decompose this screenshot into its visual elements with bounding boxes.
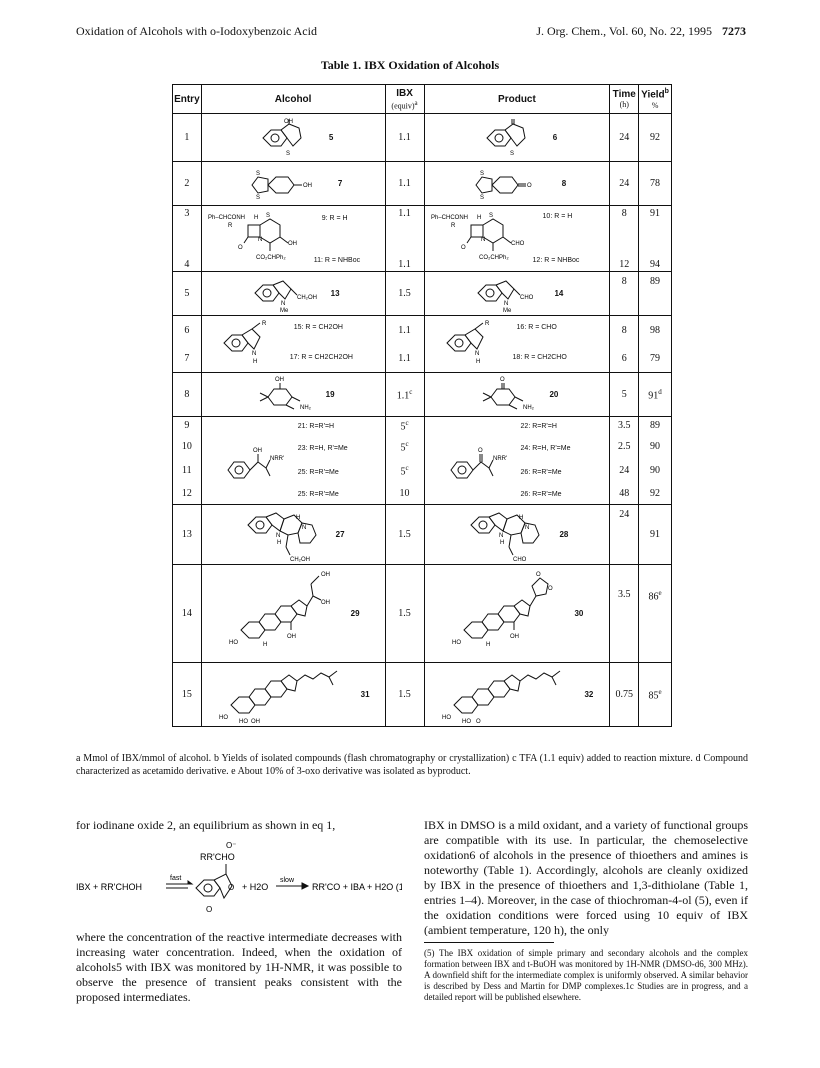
structure [425, 118, 610, 158]
svg-text:Me: Me [503, 307, 512, 313]
entry-cell: 5 [173, 272, 202, 316]
col-ibx [385, 85, 424, 114]
equation-group: RR'CHO [200, 852, 235, 862]
structure [425, 316, 610, 372]
alcohol-cell [201, 565, 385, 663]
ibx-value: 5 [400, 442, 406, 454]
structure [425, 568, 610, 660]
alcohol-cell [201, 505, 385, 565]
svg-text:Ph–CHCONH: Ph–CHCONH [207, 214, 245, 221]
time-cell: 8 [610, 206, 639, 258]
svg-text:N: N [251, 351, 257, 357]
svg-text:NH₂: NH₂ [523, 404, 535, 411]
alcohol-cell [201, 114, 385, 162]
svg-text:Ph–CHCONH: Ph–CHCONH [430, 214, 468, 221]
svg-text:HO: HO [238, 718, 248, 725]
entry-cell: 11 [173, 459, 202, 483]
footnote-5: (5) The IBX oxidation of simple primary and secondary alcohols and the complex formation between IBX and t-BuOH was monitored by 1H-NMR (DMSO-d6, 300 MHz). A downfield shift for the intermediate complex is uniformly observed. A similar behavior is described by Dess and Martin for DMP complexes.1c Studies are in progress, and a detailed report will be published elsewhere. [424, 948, 748, 1002]
compound-label: 12: R = NHBoc [532, 256, 580, 264]
ibx-cell: 1.1 [385, 114, 424, 162]
ibx-value: 5 [400, 421, 406, 433]
compound-label: 26: R=R'=Me [520, 468, 562, 476]
svg-text:CO₂CHPh₂: CO₂CHPh₂ [255, 254, 286, 261]
structure [202, 665, 385, 725]
yield-cell: 79 [639, 344, 672, 373]
compound-label: 30 [574, 609, 584, 618]
svg-text:O: O [548, 585, 554, 592]
compound-label: 14 [554, 289, 564, 298]
col-time-sub: (h) [619, 100, 629, 109]
compound-label: 20 [549, 390, 559, 399]
product-cell [424, 114, 610, 162]
table-header-row [173, 85, 672, 114]
product-cell [424, 663, 610, 727]
yield-cell [639, 663, 672, 727]
table-row [173, 316, 672, 345]
table-row [173, 663, 672, 727]
structure [202, 568, 385, 660]
compound-label: 15: R = CH2OH [293, 324, 343, 331]
svg-text:N: N [301, 524, 307, 531]
compound-label: 25: R=R'=Me [297, 468, 339, 476]
structure [202, 375, 385, 415]
thiochromanol-structure [253, 118, 325, 158]
entry-cell: 3 [173, 206, 202, 258]
table-row [173, 505, 672, 565]
table-row [173, 114, 672, 162]
structure [202, 118, 385, 158]
yield-cell: 90 [639, 459, 672, 483]
equation-ring-o: O [228, 883, 235, 892]
structure [202, 419, 385, 503]
entry-cell: 6 [173, 316, 202, 345]
time-cell: 3.5 [610, 565, 639, 663]
svg-text:H: H [475, 359, 480, 365]
table-row [173, 162, 672, 206]
col-yield-sub: % [651, 100, 659, 110]
structure [425, 419, 610, 503]
svg-text:H: H [252, 359, 258, 365]
body-left-bottom: where the concentration of the reactive intermediate decreases with increasing water concentration. Indeed, when the oxidation of alcohols5 with IBX was monitored by 1H-NMR, it was possible to observe the presence of transient peaks consistent with the proposed intermediates. [76, 930, 402, 1004]
indole-aldehyde-structure [470, 275, 550, 313]
svg-text:S: S [509, 150, 514, 157]
yield-cell: 91 [639, 206, 672, 258]
alcohol-cell [201, 663, 385, 727]
compound-label: 27 [335, 530, 345, 539]
col-ibx-sub [386, 99, 424, 111]
ibx-cell [385, 459, 424, 483]
structure [425, 207, 610, 271]
svg-text:N: N [499, 532, 504, 539]
ibx-cell [385, 373, 424, 417]
svg-text:CHO: CHO [520, 294, 534, 301]
entry-cell: 10 [173, 435, 202, 459]
indoloquinolizidine-alcohol-structure [242, 507, 332, 563]
structure [425, 275, 610, 313]
time-cell: 5 [610, 373, 639, 417]
time-cell: 2.5 [610, 435, 639, 459]
svg-text:S: S [479, 194, 484, 199]
structure [202, 207, 385, 271]
svg-text:H: H [519, 514, 524, 521]
svg-text:HO: HO [452, 639, 462, 646]
sterol-ketone-structure [440, 665, 580, 725]
structure [202, 275, 385, 313]
table-row [173, 417, 672, 435]
sup-c: c [405, 419, 409, 428]
svg-text:S: S [265, 212, 270, 219]
equation-oxide: O⁻ [226, 841, 237, 850]
ibx-cell: 10 [385, 483, 424, 505]
aminopropiophenone-structure [445, 436, 515, 486]
indole-3-substituted-structure [218, 319, 278, 369]
svg-text:H: H [262, 641, 268, 648]
cephalosporin-aldehyde-structure [431, 209, 531, 269]
svg-text:S: S [255, 194, 260, 199]
yield-cell: 78 [639, 162, 672, 206]
svg-text:N: N [257, 236, 263, 243]
phenylaminopropanol-structure [222, 436, 292, 486]
entry-cell: 2 [173, 162, 202, 206]
ibx-cell: 1.5 [385, 505, 424, 565]
equation-carbonyl-o: O [206, 905, 213, 914]
svg-text:HO: HO [462, 718, 472, 725]
col-product: Product [424, 85, 610, 114]
ibx-cell: 1.1 [385, 206, 424, 258]
svg-text:S: S [479, 170, 484, 177]
svg-text:O: O [237, 244, 243, 251]
table-row [173, 565, 672, 663]
yield-value: 91 [648, 390, 659, 402]
svg-text:R: R [450, 222, 455, 229]
structure [425, 665, 610, 725]
table-row [173, 206, 672, 258]
alcohol-cell [201, 373, 385, 417]
product-cell [424, 162, 610, 206]
svg-text:CH₂OH: CH₂OH [289, 556, 310, 563]
alcohol-cell [201, 162, 385, 206]
time-cell: 24 [610, 162, 639, 206]
svg-text:HO: HO [442, 714, 452, 721]
steroid-diol-structure [227, 568, 347, 660]
sup-e: e [658, 687, 662, 696]
svg-text:OH: OH [274, 376, 284, 383]
sup-c: c [405, 463, 409, 472]
sup-e: e [658, 589, 662, 597]
compound-label: 11: R = NHBoc [313, 256, 361, 264]
time-cell: 24 [610, 459, 639, 483]
svg-text:OH: OH [252, 447, 262, 454]
equation-fast: fast [170, 875, 182, 882]
compound-label: 25: R=R'=Me [297, 490, 339, 498]
sterol-triol-structure [217, 665, 357, 725]
indole-methanol-structure [247, 275, 327, 313]
footnote-rule [424, 942, 554, 943]
alcohol-cell [201, 316, 385, 373]
svg-text:R: R [484, 321, 489, 327]
svg-text:H: H [276, 539, 282, 546]
svg-text:O: O [476, 718, 482, 725]
compound-label: 10: R = H [542, 212, 573, 220]
table-title: Table 1. IBX Oxidation of Alcohols [320, 58, 500, 72]
svg-text:N: N [275, 532, 281, 539]
svg-text:Me: Me [279, 307, 289, 313]
svg-text:S: S [488, 212, 493, 219]
product-cell [424, 316, 610, 373]
aminocyclohexanone-structure [475, 375, 545, 415]
yield-value: 86 [648, 591, 659, 603]
journal-citation: J. Org. Chem., Vol. 60, No. 22, 1995 [536, 24, 712, 38]
indole-3-aldehyde-structure [441, 319, 501, 369]
ibx-cell: 1.1 [385, 316, 424, 345]
yield-cell: 92 [639, 483, 672, 505]
svg-text:OH: OH [320, 571, 330, 578]
structure [425, 375, 610, 415]
equation-slow: slow [280, 877, 295, 884]
svg-text:CHO: CHO [513, 556, 527, 563]
svg-text:N: N [504, 300, 509, 307]
thiochromanone-structure [477, 118, 549, 158]
svg-text:NRR': NRR' [492, 455, 507, 462]
svg-text:S: S [285, 150, 290, 157]
svg-text:H: H [253, 214, 259, 221]
ibx-cell: 1.5 [385, 272, 424, 316]
compound-label: 6 [552, 133, 558, 142]
yield-cell [639, 373, 672, 417]
entry-cell: 4 [173, 258, 202, 272]
ibx-cell: 1.1 [385, 344, 424, 373]
time-cell: 8 [610, 316, 639, 345]
svg-text:R: R [261, 321, 267, 327]
compound-label: 5 [328, 133, 334, 142]
svg-text:CO₂CHPh₂: CO₂CHPh₂ [478, 254, 509, 261]
equation-1 [76, 840, 402, 920]
compound-label: 13 [330, 289, 340, 298]
svg-text:OH: OH [510, 633, 520, 640]
structure [425, 169, 610, 199]
svg-text:OH: OH [287, 240, 297, 247]
svg-text:NH₂: NH₂ [299, 404, 311, 411]
compound-label: 32 [584, 690, 594, 699]
alcohol-cell [201, 417, 385, 505]
svg-text:NRR': NRR' [269, 455, 284, 462]
compound-label: 17: R = CH2CH2OH [289, 354, 353, 361]
compound-label: 24: R=H, R'=Me [520, 444, 571, 452]
entry-cell: 8 [173, 373, 202, 417]
compound-label: 31 [360, 690, 370, 699]
product-cell [424, 206, 610, 272]
col-ibx-sub-text: (equiv) [391, 101, 415, 111]
equilibrium-scheme [76, 840, 402, 920]
svg-text:H: H [500, 539, 505, 546]
sup-c: c [409, 387, 413, 396]
svg-text:OH: OH [286, 633, 296, 640]
entry-cell: 15 [173, 663, 202, 727]
table-row [173, 373, 672, 417]
svg-text:N: N [474, 351, 479, 357]
equation-lhs: IBX + RR'CHOH [76, 882, 142, 892]
compound-label: 28 [559, 530, 569, 539]
table-footnotes: a Mmol of IBX/mmol of alcohol. b Yields of isolated compounds (flash chromatography or crystallization) c TFA (1.1 equiv) added to reaction mixture. d Compound characterized as acetamido derivative. e About 10% of 3-oxo derivative was isolated as byproduct. [76, 753, 748, 777]
yield-cell [639, 565, 672, 663]
entry-cell: 1 [173, 114, 202, 162]
entry-cell: 9 [173, 417, 202, 435]
product-cell [424, 373, 610, 417]
yield-cell: 98 [639, 316, 672, 345]
compound-label: 9: R = H [321, 214, 348, 222]
svg-text:O: O [477, 447, 483, 454]
body-right: IBX in DMSO is a mild oxidant, and a variety of functional groups are compatible with its use. In particular, the chemoselective oxidation6 of alcohols in the presence of thioethers and amines is noteworthy (Table 1). Accordingly, alcohols are cleanly oxidized by IBX in the presence of thioethers and 1,3-dithiolane (Table 1, entries 1–4). Moreover, in the case of thiochroman-4-ol (5), even if the oxidation conditions were forced using 10 equiv of IBX (ambient temperature, 120 h), the only [424, 818, 748, 936]
col-ibx-label: IBX [396, 87, 413, 99]
steroid-butenolide-structure [450, 568, 570, 660]
ibx-cell [385, 435, 424, 459]
yield-cell: 89 [639, 417, 672, 435]
svg-text:OH: OH [283, 118, 293, 125]
time-cell: 0.75 [610, 663, 639, 727]
ibx-cell: 1.5 [385, 663, 424, 727]
compound-label: 21: R=R'=H [297, 422, 335, 430]
yield-value: 85 [648, 690, 659, 702]
yield-cell: 94 [639, 258, 672, 272]
time-cell: 3.5 [610, 417, 639, 435]
sup-d: d [658, 387, 662, 396]
ibx-table [172, 84, 672, 727]
col-time-label: Time [612, 89, 636, 100]
indoloquinolizidine-aldehyde-structure [465, 507, 555, 563]
page-number: 7273 [722, 24, 746, 38]
svg-text:CH₂OH: CH₂OH [296, 294, 317, 301]
body-left-top: for iodinane oxide 2, an equilibrium as shown in eq 1, [76, 818, 336, 832]
svg-text:OH: OH [302, 182, 312, 189]
svg-text:O: O [500, 376, 506, 383]
compound-label: 29 [350, 609, 360, 618]
time-cell: 8 [610, 272, 639, 316]
structure [202, 169, 385, 199]
svg-text:H: H [486, 641, 491, 648]
col-time [610, 85, 639, 114]
svg-text:HO: HO [218, 714, 228, 721]
svg-text:O: O [526, 182, 532, 189]
structure [202, 507, 385, 563]
sup-c: c [405, 439, 409, 448]
svg-text:R: R [227, 222, 233, 229]
svg-text:CHO: CHO [510, 240, 524, 247]
ibx-value: 5 [400, 466, 406, 478]
col-yield-label: Yield [641, 89, 665, 101]
equation-rhs: RR'CO + IBA + H2O (1) [312, 882, 402, 892]
time-cell: 48 [610, 483, 639, 505]
sup-a: a [414, 98, 418, 107]
sup-b: b [664, 88, 669, 96]
svg-text:H: H [476, 214, 481, 221]
compound-label: 23: R=H, R'=Me [297, 444, 348, 452]
entry-cell: 7 [173, 344, 202, 373]
running-header-title: Oxidation of Alcohols with o-Iodoxybenzoic Acid [76, 24, 317, 38]
compound-label: 18: R = CH2CHO [512, 354, 567, 361]
equation-water: + H2O [242, 882, 269, 892]
structure [202, 316, 385, 372]
svg-text:HO: HO [228, 639, 238, 646]
product-cell [424, 565, 610, 663]
time-cell: 24 [610, 114, 639, 162]
product-cell [424, 417, 610, 505]
yield-cell: 89 [639, 272, 672, 316]
alcohol-cell [201, 206, 385, 272]
table-row [173, 272, 672, 316]
time-cell: 24 [610, 505, 639, 565]
svg-text:N: N [525, 524, 530, 531]
compound-label: 19 [325, 390, 335, 399]
time-cell: 6 [610, 344, 639, 373]
running-header-journal [536, 24, 746, 39]
ibx-cell: 1.1 [385, 162, 424, 206]
yield-cell: 90 [639, 435, 672, 459]
product-cell [424, 272, 610, 316]
aminocyclohexanol-structure [252, 375, 322, 415]
svg-text:N: N [480, 236, 485, 243]
svg-text:N: N [280, 300, 286, 307]
col-alcohol: Alcohol [201, 85, 385, 114]
col-entry: Entry [173, 85, 202, 114]
entry-cell: 12 [173, 483, 202, 505]
cephalosporin-alcohol-structure [208, 209, 308, 269]
structure [425, 507, 610, 563]
svg-text:S: S [255, 170, 260, 177]
entry-cell: 13 [173, 505, 202, 565]
product-cell [424, 505, 610, 565]
dithiolane-ketone-structure [468, 169, 558, 199]
svg-text:OH: OH [250, 718, 260, 725]
svg-text:H: H [295, 514, 301, 521]
time-cell: 12 [610, 258, 639, 272]
ibx-cell: 1.5 [385, 565, 424, 663]
compound-label: 8 [561, 179, 567, 188]
yield-cell: 91 [639, 505, 672, 565]
col-yield [639, 85, 672, 114]
compound-label: 26: R=R'=Me [520, 490, 562, 498]
ibx-value: 1.1 [396, 390, 410, 402]
compound-label: 16: R = CHO [516, 324, 557, 331]
compound-label: 22: R=R'=H [520, 422, 557, 430]
dithiolane-alcohol-structure [244, 169, 334, 199]
yield-cell: 92 [639, 114, 672, 162]
compound-label: 7 [337, 179, 343, 188]
svg-text:O: O [536, 571, 542, 578]
entry-cell: 14 [173, 565, 202, 663]
ibx-cell: 1.1 [385, 258, 424, 272]
svg-text:OH: OH [320, 599, 330, 606]
svg-text:O: O [460, 244, 466, 251]
ibx-cell [385, 417, 424, 435]
alcohol-cell [201, 272, 385, 316]
